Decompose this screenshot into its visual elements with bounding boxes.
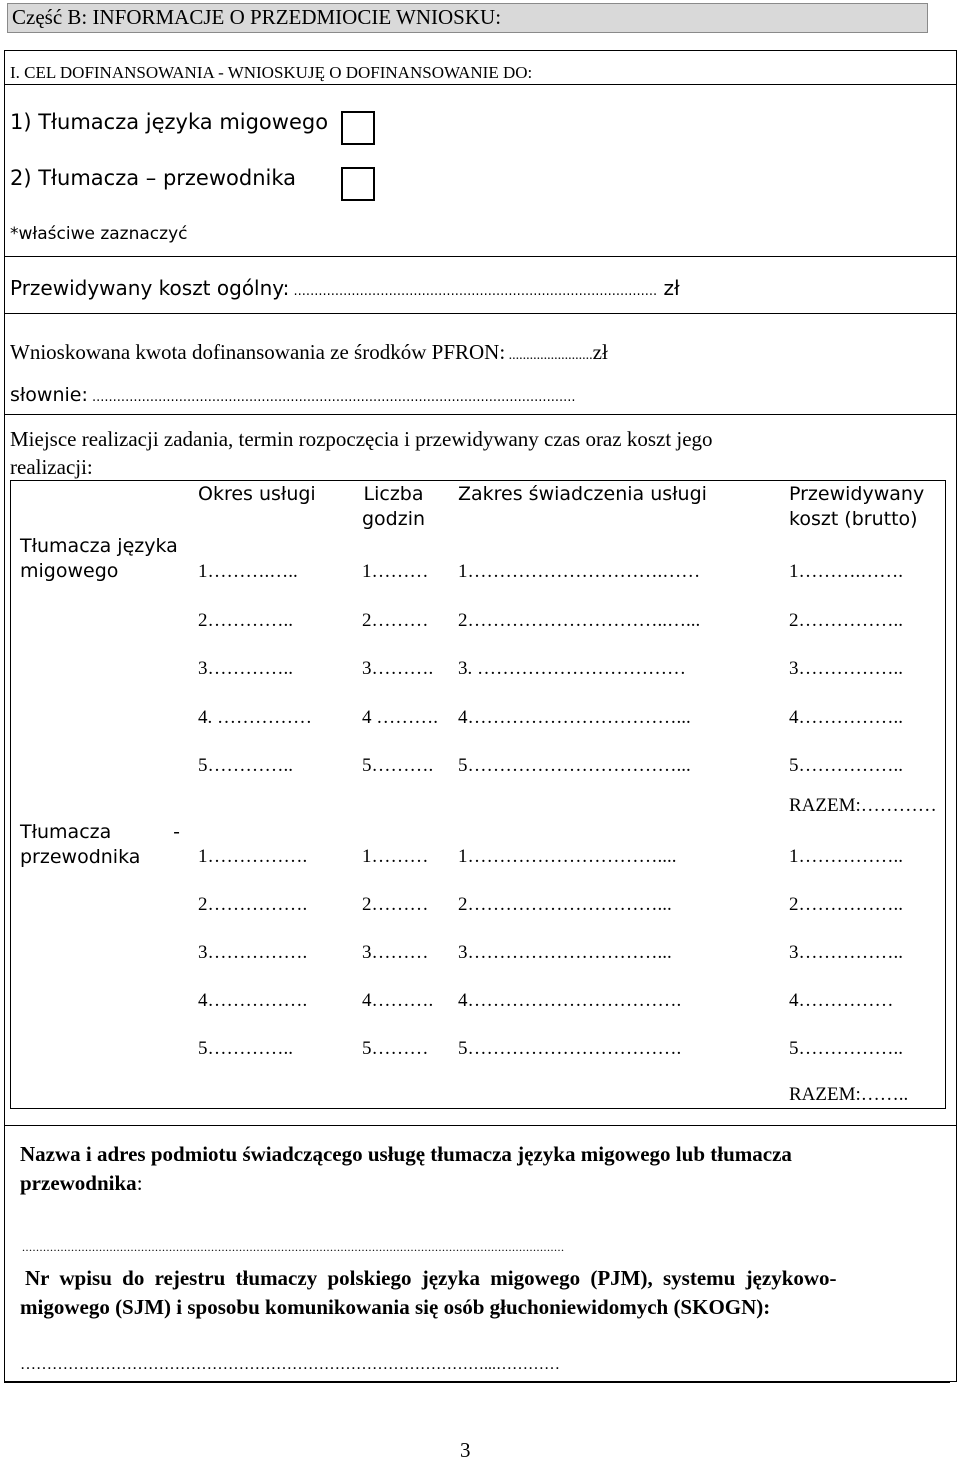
period-cell[interactable]: 1……….….. — [198, 561, 298, 582]
period-cell[interactable]: 5………….. — [198, 1038, 293, 1059]
scope-cell[interactable]: 4……………………………... — [458, 706, 691, 728]
period-cell[interactable]: 3……………. — [198, 942, 308, 963]
scope-cell[interactable]: 3…………………………... — [458, 942, 672, 963]
group-guide-label-line2: przewodnika — [20, 846, 141, 868]
group-guide-label — [20, 820, 180, 870]
page-number: 3 — [460, 1438, 471, 1462]
pfron-amount-line — [10, 340, 608, 365]
hours-cell[interactable]: 2……… — [362, 894, 429, 915]
registry-field[interactable]: ……………………………………………………………………………...………… — [20, 1356, 560, 1373]
group-guide-label-dash: - — [173, 821, 180, 843]
period-cell[interactable]: 4……………. — [198, 990, 308, 1011]
hours-cell[interactable]: 2……… — [362, 609, 429, 631]
realization-heading-line1: Miejsce realizacji zadania, termin rozpoczęcia i przewidywany czas oraz koszt jego — [10, 427, 713, 451]
scope-cell[interactable]: 4……………………………. — [458, 990, 682, 1011]
group-sign-language-label-line2: migowego — [20, 560, 119, 582]
column-header-scope: Zakres świadczenia usługi — [458, 483, 707, 505]
cost-cell[interactable]: 5…………….. — [789, 755, 903, 776]
cost-cell[interactable]: 3…………….. — [789, 658, 903, 679]
divider — [4, 84, 957, 85]
total-cost-label: Przewidywany koszt ogólny: — [10, 276, 290, 300]
divider — [4, 414, 957, 415]
note-text: *właściwe zaznaczyć — [10, 224, 188, 244]
part-title: Część B: INFORMACJE O PRZEDMIOCIE WNIOSKU: — [12, 5, 502, 29]
scope-cell[interactable]: 2…………………………... — [458, 894, 672, 915]
realization-heading-line2: realizacji: — [10, 455, 93, 479]
cost-cell[interactable]: 4…………….. — [789, 706, 903, 728]
column-header-hours — [362, 482, 425, 532]
provider-field[interactable]: ........................................................................................................................................................... — [22, 1240, 565, 1254]
cost-cell[interactable]: 4…………… — [789, 990, 894, 1011]
hours-cell[interactable]: 4 ………. — [362, 706, 438, 728]
scope-cell[interactable]: 3. …………………………… — [458, 658, 686, 679]
cost-cell[interactable]: 2…………….. — [789, 609, 903, 631]
pfron-amount-label: Wnioskowana kwota dofinansowania ze środków PFRON: — [10, 340, 506, 364]
hours-cell[interactable]: 1……… — [362, 846, 429, 867]
group-sign-language-label-line1: Tłumacza języka — [20, 535, 178, 557]
total-cost-unit: zł — [657, 276, 680, 300]
provider-label-colon: : — [136, 1171, 143, 1195]
scope-cell[interactable]: 1………………………….…… — [458, 561, 701, 582]
cost-cell[interactable]: 3…………….. — [789, 942, 903, 963]
cost-cell[interactable]: 2…………….. — [789, 894, 903, 915]
provider-label-line2 — [20, 1171, 143, 1196]
hours-cell[interactable]: 3………. — [362, 658, 434, 679]
column-header-period: Okres usługi — [198, 483, 316, 505]
registry-label-line2: migowego (SJM) i sposobu komunikowania się osób głuchoniewidomych (SKOGN): — [20, 1295, 771, 1319]
hours-cell[interactable]: 3……… — [362, 942, 429, 963]
registry-label-line1: Nr wpisu do rejestru tłumaczy polskiego języka migowego (PJM), systemu językowo- — [25, 1266, 837, 1290]
column-header-cost — [789, 482, 924, 532]
period-cell[interactable]: 3………….. — [198, 658, 293, 679]
divider — [4, 313, 957, 314]
group-guide-total[interactable]: RAZEM:…….. — [789, 1084, 909, 1105]
cost-cell[interactable]: 1……….……. — [789, 561, 903, 582]
section-title: I. CEL DOFINANSOWANIA - WNIOSKUJĘ O DOFINANSOWANIE DO: — [10, 63, 533, 82]
option-sign-language-label: 1) Tłumacza języka migowego — [10, 110, 329, 134]
hours-cell[interactable]: 5………. — [362, 755, 434, 776]
column-header-hours-line2: godzin — [362, 508, 426, 530]
hours-cell[interactable]: 4………. — [362, 990, 434, 1011]
option-sign-language-checkbox[interactable] — [341, 111, 375, 145]
scope-cell[interactable]: 5……………………………... — [458, 755, 691, 776]
period-cell[interactable]: 5………….. — [198, 755, 293, 776]
column-header-hours-line1: Liczba — [363, 483, 424, 505]
divider — [4, 1125, 957, 1126]
period-cell[interactable]: 2……………. — [198, 894, 308, 915]
scope-cell[interactable]: 2…………………………..…... — [458, 609, 701, 631]
provider-label-line1: Nazwa i adres podmiotu świadczącego usługę tłumacza języka migowego lub tłumacza — [20, 1142, 792, 1166]
cost-cell[interactable]: 5…………….. — [789, 1038, 903, 1059]
amount-in-words-label: słownie: — [10, 384, 88, 406]
pfron-amount-field[interactable]: ........................ — [505, 348, 593, 363]
amount-in-words-line — [10, 384, 576, 406]
group-sign-language-label — [20, 534, 178, 584]
group-sign-language-total[interactable]: RAZEM:………… — [789, 795, 937, 816]
hours-cell[interactable]: 1……… — [362, 561, 429, 582]
group-guide-label-line1 — [20, 820, 180, 845]
cost-cell[interactable]: 1…………….. — [789, 846, 903, 867]
scope-cell[interactable]: 5……………………………. — [458, 1038, 682, 1059]
provider-label-word: przewodnika — [20, 1171, 137, 1195]
hours-cell[interactable]: 5……… — [362, 1038, 429, 1059]
option-guide-label: 2) Tłumacza – przewodnika — [10, 166, 297, 190]
group-guide-label-word: Tłumacza — [20, 821, 112, 843]
total-cost-line — [10, 276, 680, 300]
divider — [4, 1382, 950, 1383]
divider — [4, 256, 957, 257]
column-header-cost-line1: Przewidywany — [789, 483, 925, 505]
period-cell[interactable]: 2………….. — [198, 609, 293, 631]
period-cell[interactable]: 1……………. — [198, 846, 308, 867]
period-cell[interactable]: 4. …………… — [198, 706, 312, 728]
option-guide-checkbox[interactable] — [341, 167, 375, 201]
scope-cell[interactable]: 1………………………….... — [458, 846, 677, 867]
column-header-cost-line2: koszt (brutto) — [789, 508, 918, 530]
amount-in-words-field[interactable]: ..................................................................................................................... — [87, 390, 576, 405]
pfron-amount-unit: zł — [592, 340, 608, 364]
total-cost-field[interactable]: ........................................................................................ — [289, 284, 658, 299]
